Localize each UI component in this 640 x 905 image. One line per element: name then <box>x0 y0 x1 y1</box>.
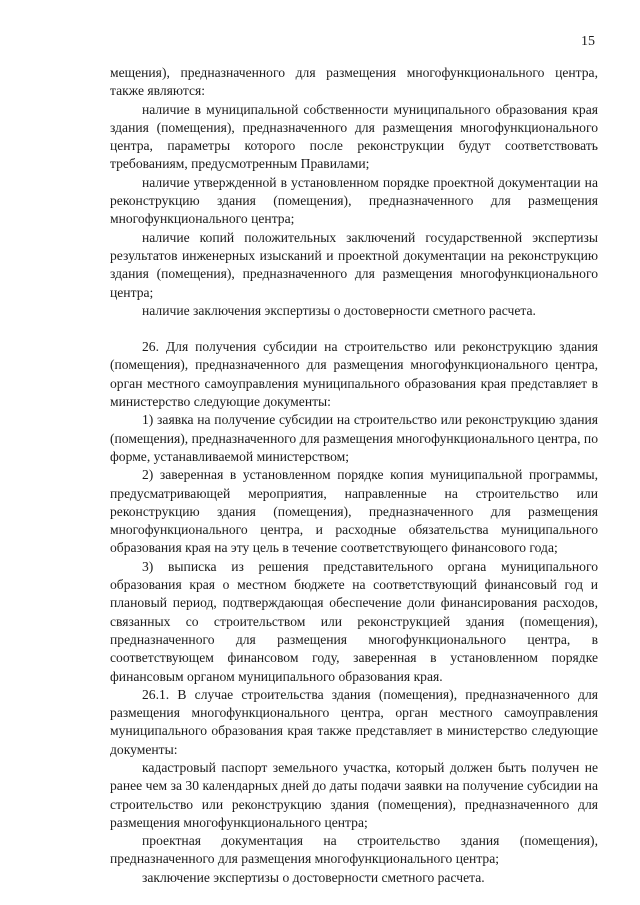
paragraph: наличие копий положительных заключений государственной экспертизы результатов инженерных изысканий и проектной документации на реконструкцию здания (помещения), предназначенного для размещения многофункционального центра; <box>110 229 598 300</box>
paragraph: заключение экспертизы о достоверности сметного расчета. <box>142 869 485 885</box>
paragraph: 26.1. В случае строительства здания (помещения), предназначенного для размещения многофункционального центра, орган местного самоуправления муниципального образования края также представляет в министерство следующие документы: <box>110 686 598 757</box>
paragraph: 2) заверенная в установленном порядке копия муниципальной программы, предусматривающей мероприятия, направленные на строительство или реконструкцию здания (помещения), предназначенного для размещения многофункционального центра, и расходные обязательства муниципального образования края на эту цель в течение соответствующего финансового года; <box>110 467 598 556</box>
paragraph: кадастровый паспорт земельного участка, который должен быть получен не ранее чем за 30 календарных дней до даты подачи заявки на получение субсидии на строительство или реконструкцию здания (помещения), предназначенного для размещения многофункционального центра; <box>110 759 598 830</box>
paragraph: 3) выписка из решения представительного органа муниципального образования края о местном бюджете на соответствующий финансовый год и плановый период, подтверждающая обеспечение доли финансирования расходов, связанных со строительством или реконструкцией здания (помещения), предназначенного для размещения многофункционального центра, в соответствующем финансовом году, заверенная в установленном порядке финансовым органом муниципального образования края. <box>110 558 598 684</box>
paragraph: наличие в муниципальной собственности муниципального образования края здания (помещения), предназначенного для размещения многофункционального центра, параметры которого после реконструкции будут соответствовать требованиям, предусмотренным Правилами; <box>110 101 598 172</box>
section-26 <box>110 338 598 887</box>
paragraph: 26. Для получения субсидии на строительство или реконструкцию здания (помещения), предназначенного для размещения многофункционального центра, орган местного самоуправления муниципального образования края представляет в министерство следующие документы: <box>110 339 598 410</box>
section-gap <box>110 320 598 338</box>
paragraph: наличие заключения экспертизы о достоверности сметного расчета. <box>142 302 536 318</box>
paragraph: мещения), предназначенного для размещения многофункционального центра, также являются: <box>110 65 598 99</box>
document-body <box>110 64 598 887</box>
page-number: 15 <box>581 34 595 49</box>
section-top <box>110 64 598 320</box>
paragraph: 1) заявка на получение субсидии на строительство или реконструкцию здания (помещения), предназначенного для размещения многофункционального центра, по форме, устанавливаемой министерством; <box>110 412 598 464</box>
paragraph: проектная документация на строительство здания (помещения), предназначенного для размещения многофункционального центра; <box>110 833 598 867</box>
paragraph: наличие утвержденной в установленном порядке проектной документации на реконструкцию здания (помещения), предназначенного для размещения многофункционального центра; <box>110 174 598 227</box>
